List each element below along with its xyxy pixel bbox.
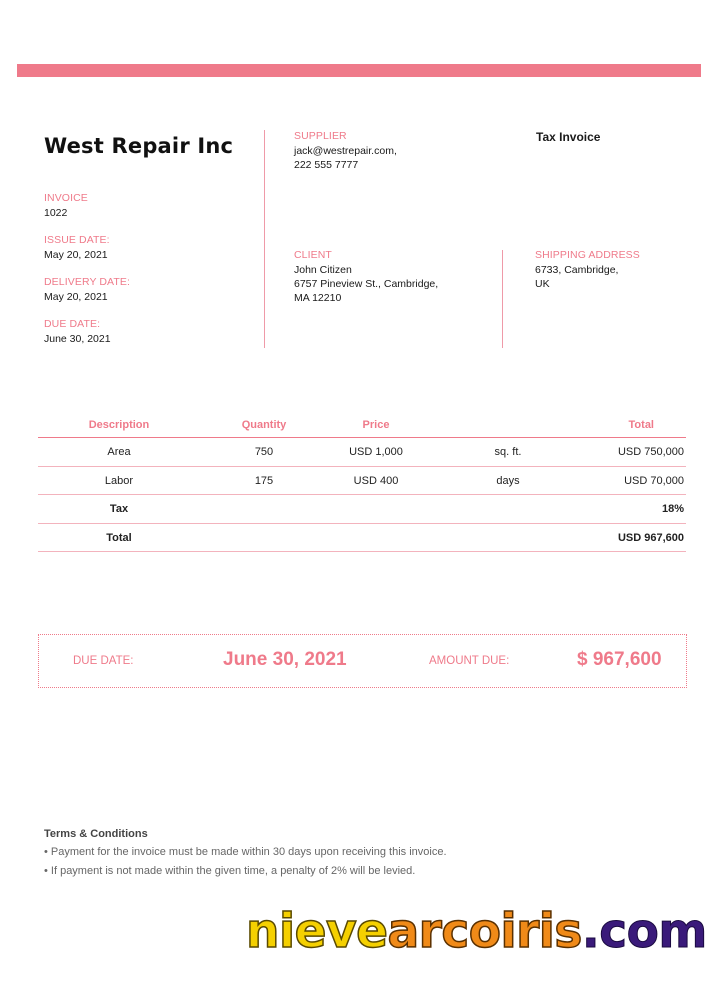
supplier-label: SUPPLIER [294, 130, 347, 142]
watermark-part: nieve [246, 904, 388, 959]
due-box-date-label: DUE DATE: [73, 655, 134, 667]
due-date-block [44, 318, 111, 345]
shipping-line2: UK [535, 278, 550, 290]
due-box-date-value: June 30, 2021 [223, 649, 347, 670]
due-date-value: June 30, 2021 [44, 333, 111, 345]
terms-item: • Payment for the invoice must be made within 30 days upon receiving this invoice. [44, 846, 447, 858]
due-box-amount-value: $ 967,600 [577, 649, 662, 670]
invoice-number-block [44, 192, 88, 219]
table-header [38, 416, 686, 438]
delivery-date-block [44, 276, 130, 303]
client-zip: MA 12210 [294, 292, 342, 304]
watermark-part: arcoiris [387, 904, 582, 959]
client-block [294, 248, 438, 305]
due-date-label: DUE DATE: [44, 318, 101, 330]
document-type: Tax Invoice [536, 130, 601, 144]
invoice-label: INVOICE [44, 192, 88, 204]
tax-row [38, 495, 686, 524]
table-row [38, 438, 686, 467]
issue-date-label: ISSUE DATE: [44, 234, 110, 246]
issue-date-block [44, 234, 110, 261]
terms-title: Terms & Conditions [44, 828, 148, 840]
cell-total: USD 750,000 [617, 446, 684, 458]
shipping-label: SHIPPING ADDRESS [535, 249, 640, 261]
watermark-part: .com [581, 904, 707, 959]
watermark-logo [246, 904, 707, 959]
due-box-amount-label: AMOUNT DUE: [429, 655, 510, 667]
table-row [38, 467, 686, 496]
divider-line [502, 250, 503, 348]
delivery-date-value: May 20, 2021 [44, 291, 108, 303]
client-street: 6757 Pineview St., Cambridge, [294, 278, 439, 290]
cell-description: Area [107, 446, 131, 458]
line-items-table [38, 416, 686, 552]
header-price: Price [362, 419, 390, 431]
terms-item: • If payment is not made within the given time, a penalty of 2% will be levied. [44, 865, 416, 877]
total-label: Total [106, 531, 132, 544]
issue-date-value: May 20, 2021 [44, 249, 108, 261]
header-total: Total [628, 419, 654, 431]
total-value: USD 967,600 [617, 531, 684, 544]
company-name: West Repair Inc [44, 134, 234, 158]
client-name: John Citizen [294, 264, 352, 276]
cell-unit: sq. ft. [494, 446, 522, 458]
divider-line [264, 130, 265, 348]
cell-price: USD 400 [353, 474, 399, 487]
delivery-date-label: DELIVERY DATE: [44, 276, 131, 288]
cell-price: USD 1,000 [349, 446, 403, 458]
supplier-phone: 222 555 7777 [294, 159, 359, 171]
terms-section [44, 828, 447, 884]
amount-due-box [38, 634, 687, 688]
cell-quantity: 750 [254, 446, 274, 458]
cell-description: Labor [104, 474, 134, 487]
invoice-value: 1022 [44, 207, 68, 219]
cell-quantity: 175 [254, 474, 274, 487]
shipping-block [535, 248, 640, 291]
client-label: CLIENT [294, 249, 332, 261]
shipping-line1: 6733, Cambridge, [535, 264, 619, 276]
total-row [38, 524, 686, 553]
cell-total: USD 70,000 [624, 474, 684, 487]
supplier-block [294, 129, 397, 172]
tax-value: 18% [661, 503, 684, 515]
header-quantity: Quantity [241, 419, 287, 431]
tax-label: Tax [109, 503, 129, 515]
cell-unit: days [496, 474, 520, 487]
header-description: Description [88, 419, 150, 431]
header-accent-bar [17, 64, 701, 77]
supplier-email: jack@westrepair.com, [294, 145, 397, 157]
